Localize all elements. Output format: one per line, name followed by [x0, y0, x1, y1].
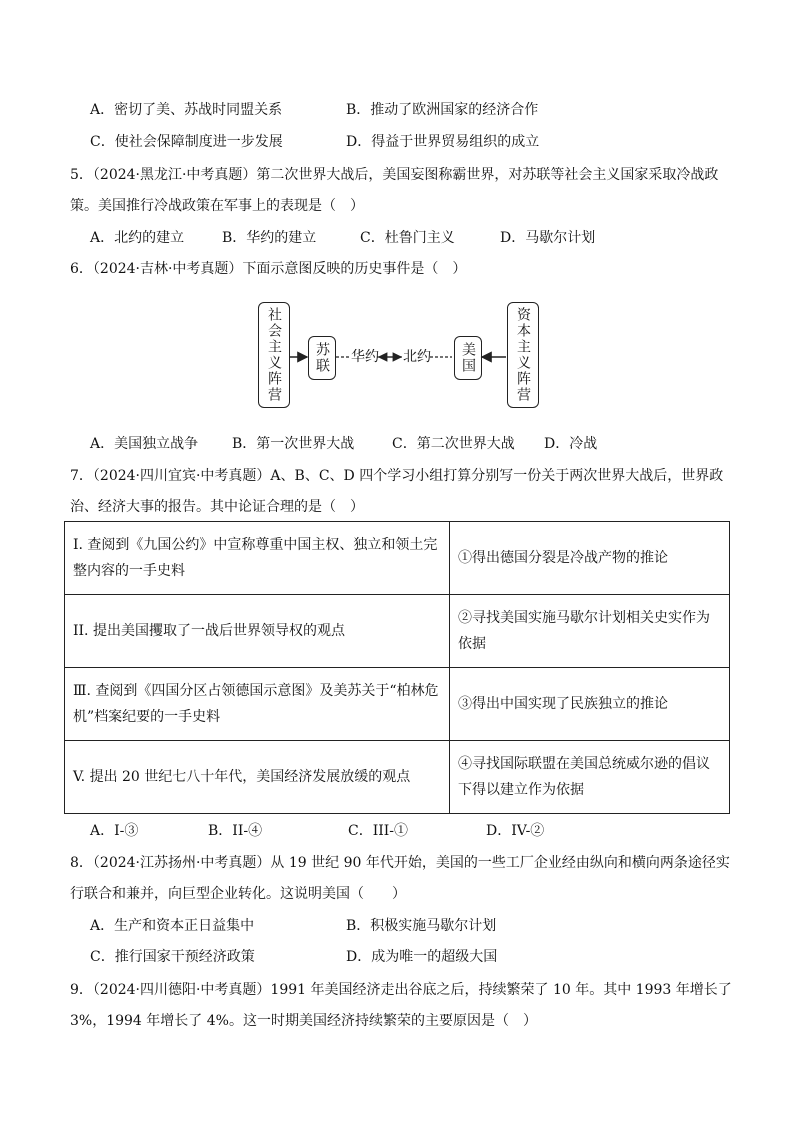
table-cell: ③得出中国实现了民族独立的推论 [450, 668, 730, 741]
table-cell: ②寻找美国实施马歇尔计划相关史实作为依据 [450, 595, 730, 668]
q8-stem-line1: 8．（2024·江苏扬州·中考真题）从 19 世纪 90 年代开始，美国的一些工厂企业经由纵向和横向两条途径实 [70, 855, 730, 871]
q6-option-c: C．第二次世界大战 [392, 436, 515, 452]
q5-option-c: C．杜鲁门主义 [360, 230, 455, 246]
table-cell: V. 提出 20 世纪七八十年代，美国经济发展放缓的观点 [65, 741, 450, 814]
cold-war-diagram [250, 296, 550, 414]
q8-option-c: C．推行国家干预经济政策 [90, 949, 255, 965]
q6-stem-line1: 6．（2024·吉林·中考真题）下面示意图反映的历史事件是（ ） [70, 261, 467, 277]
q8-stem-line2: 行联合和兼并，向巨型企业转化。这说明美国（ ） [70, 886, 406, 902]
table-row [65, 522, 730, 595]
q4-option-a: A．密切了美、苏战时同盟关系 [90, 102, 283, 118]
q8-option-a: A．生产和资本正日益集中 [90, 918, 255, 934]
capitalist-camp-label: 资本主义阵营 [515, 307, 531, 403]
q4-option-d: D．得益于世界贸易组织的成立 [346, 134, 540, 150]
q9-stem-line1: 9．（2024·四川德阳·中考真题）1991 年美国经济走出谷底之后，持续繁荣了 10 年。其中 1993 年增长了 [70, 982, 732, 998]
q6-option-a: A．美国独立战争 [90, 436, 199, 452]
q6-option-b: B．第一次世界大战 [232, 436, 355, 452]
q7-option-a: A．I-③ [90, 823, 139, 839]
q7-stem-line2: 治、经济大事的报告。其中论证合理的是（ ） [70, 499, 364, 515]
q5-option-b: B．华约的建立 [222, 230, 317, 246]
nato-label: 北约 [403, 349, 431, 365]
diagram-arrows [250, 296, 550, 414]
q9-stem-line2: 3%，1994 年增长了 4%。这一时期美国经济持续繁荣的主要原因是（ ） [70, 1013, 537, 1029]
usa-label: 美国 [460, 342, 476, 374]
q7-option-d: D．IV-② [486, 823, 545, 839]
q4-option-c: C．使社会保障制度进一步发展 [90, 134, 283, 150]
table-cell: I. 查阅到《九国公约》中宣称尊重中国主权、独立和领土完整内容的一手史料 [65, 522, 450, 595]
q5-stem-line1: 5．（2024·黑龙江·中考真题）第二次世界大战后，美国妄图称霸世界，对苏联等社会主义国家采取冷战政 [70, 167, 719, 183]
q7-report-table [64, 521, 730, 814]
q7-stem-line1: 7．（2024·四川宜宾·中考真题）A、B、C、D 四个学习小组打算分别写一份关于两次世界大战后，世界政 [70, 468, 724, 484]
socialist-camp-label: 社会主义阵营 [266, 307, 282, 403]
q5-stem-line2: 策。美国推行冷战政策在军事上的表现是（ ） [70, 198, 364, 214]
q4-option-b: B．推动了欧洲国家的经济合作 [346, 102, 539, 118]
table-row [65, 595, 730, 668]
q7-option-b: B．II-④ [208, 823, 263, 839]
q5-option-d: D．马歇尔计划 [500, 230, 596, 246]
warsaw-pact-label: 华约 [351, 349, 379, 365]
ussr-label: 苏联 [314, 342, 330, 374]
table-cell: II. 提出美国攫取了一战后世界领导权的观点 [65, 595, 450, 668]
q8-option-d: D．成为唯一的超级大国 [346, 949, 498, 965]
q5-option-a: A．北约的建立 [90, 230, 185, 246]
q8-option-b: B．积极实施马歇尔计划 [346, 918, 497, 934]
table-cell: ①得出德国分裂是冷战产物的推论 [450, 522, 730, 595]
q7-option-c: C．III-① [348, 823, 409, 839]
table-row [65, 668, 730, 741]
table-row [65, 741, 730, 814]
table-cell: Ⅲ. 查阅到《四国分区占领德国示意图》及美苏关于“柏林危机”档案纪要的一手史料 [65, 668, 450, 741]
table-cell: ④寻找国际联盟在美国总统威尔逊的倡议下得以建立作为依据 [450, 741, 730, 814]
q6-option-d: D．冷战 [544, 436, 598, 452]
